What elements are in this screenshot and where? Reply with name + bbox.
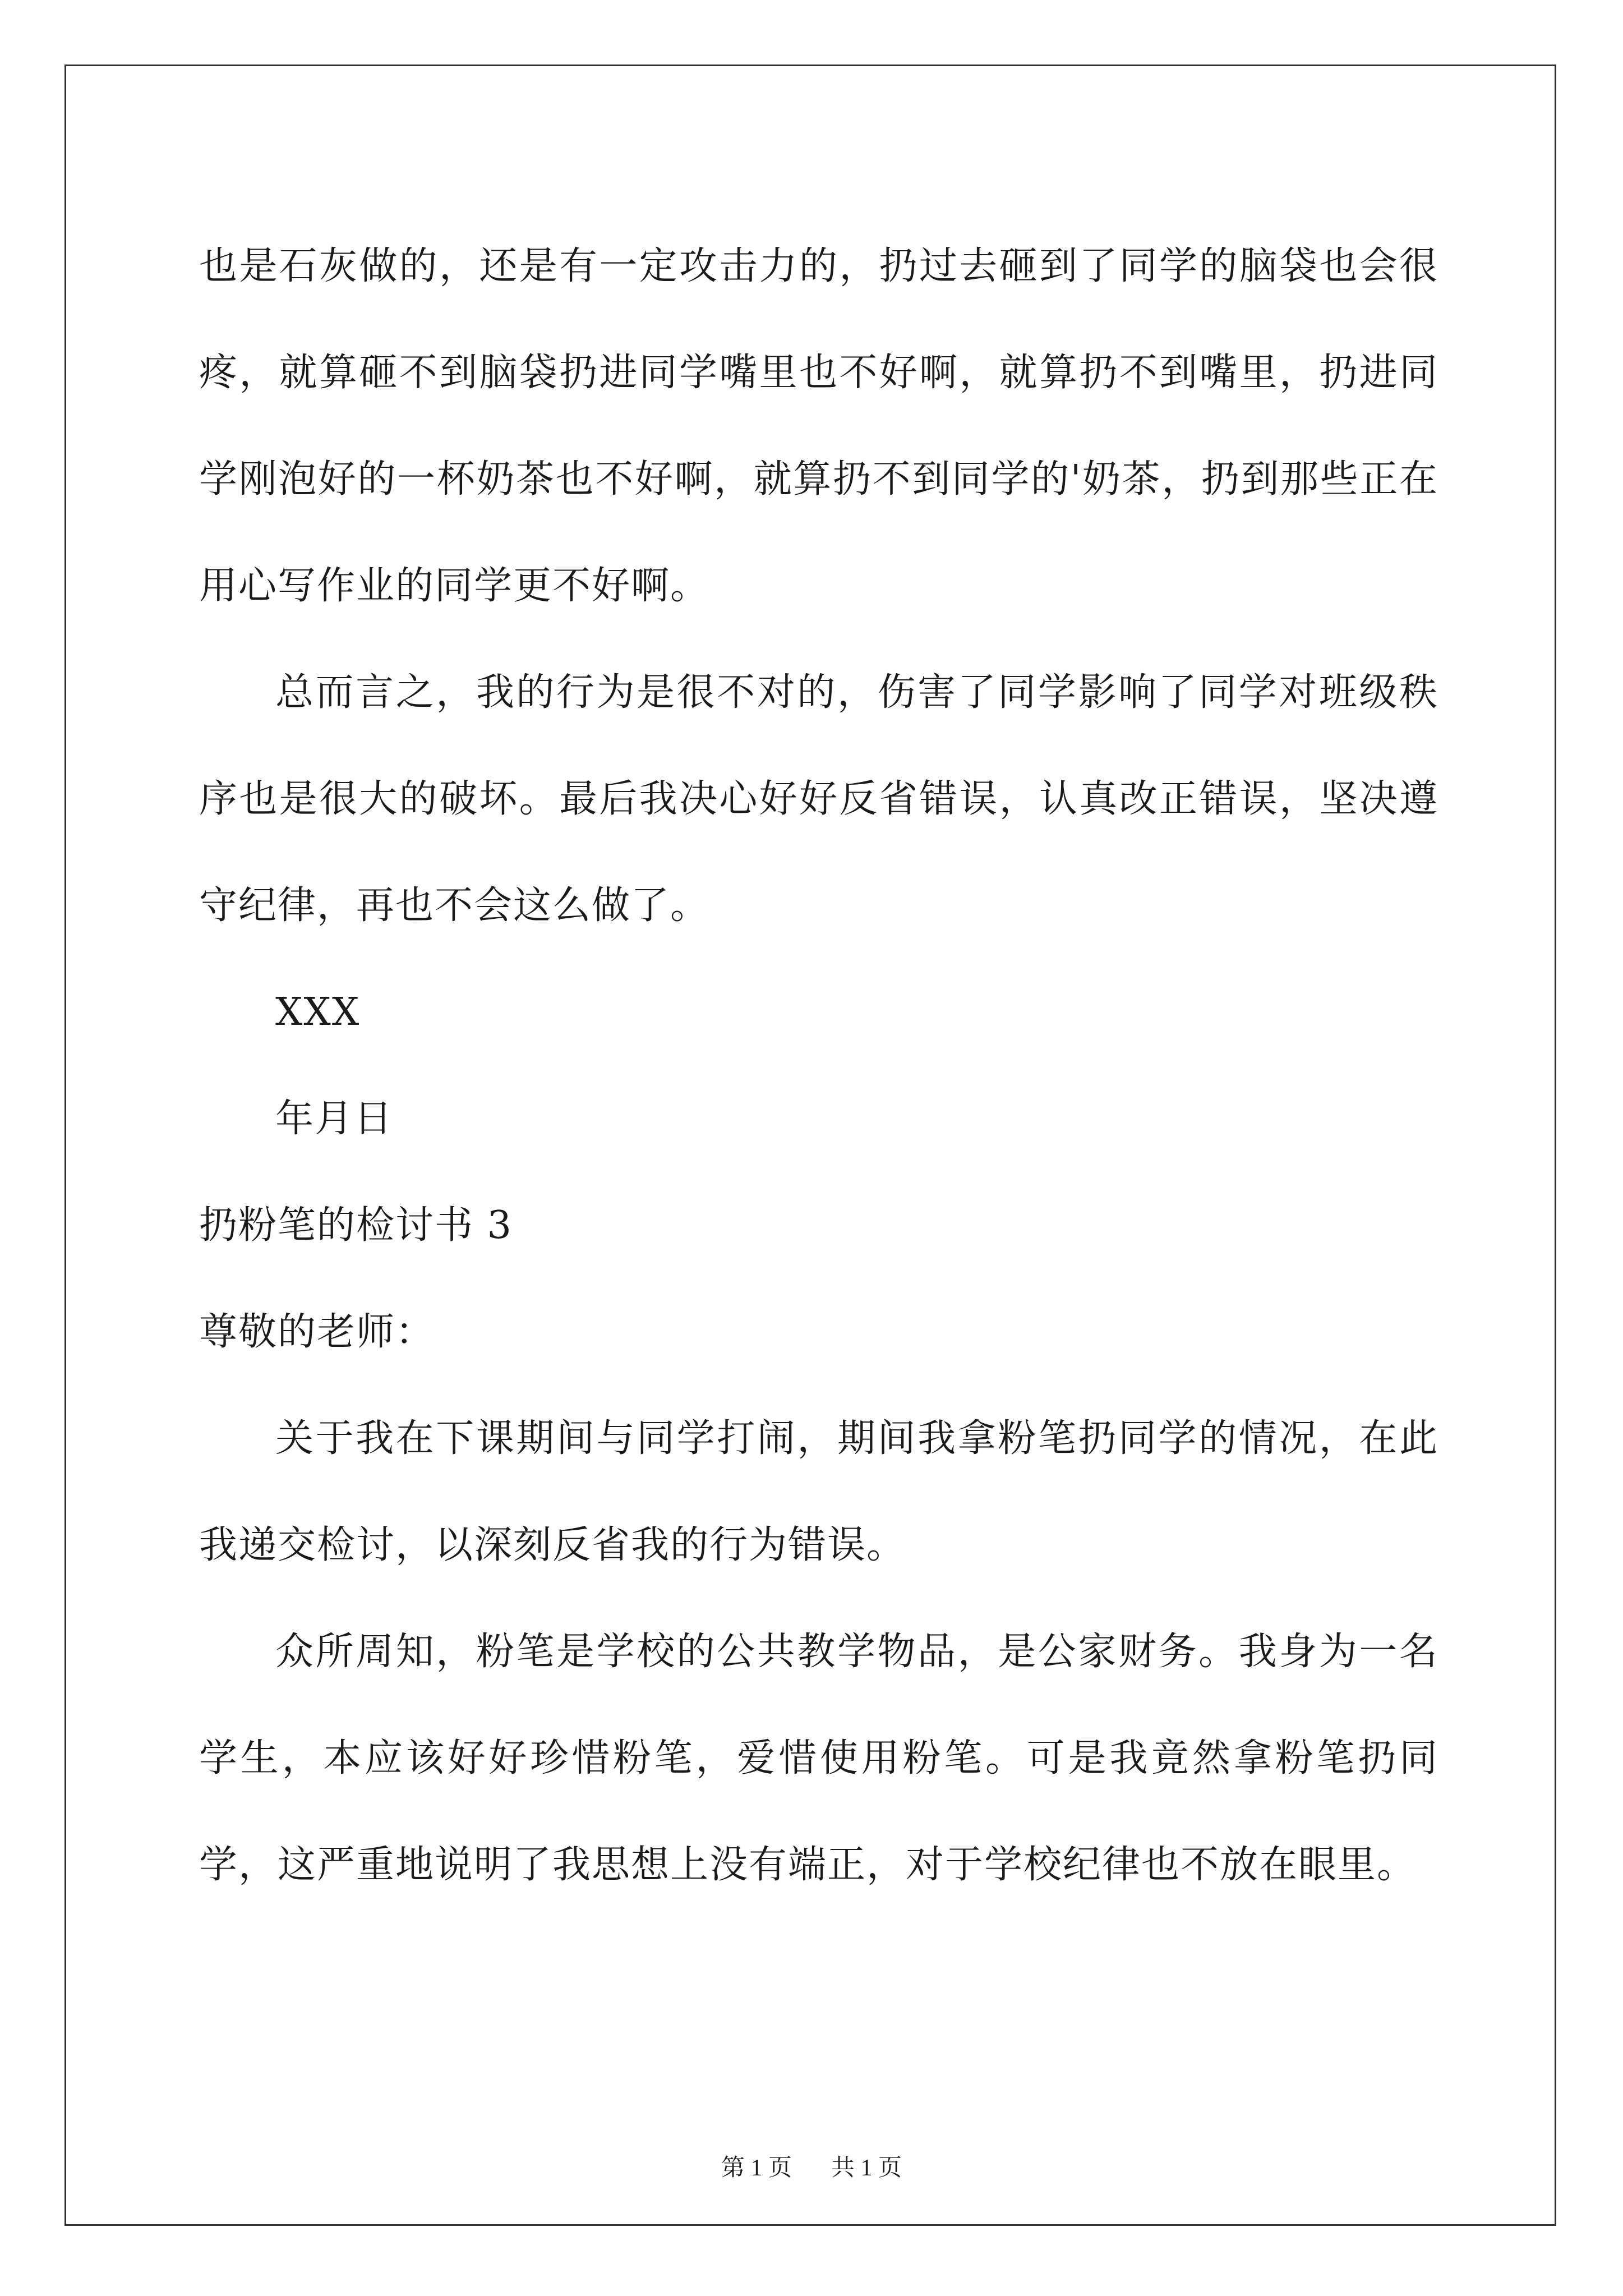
salutation: 尊敬的老师： (199, 1310, 435, 1354)
signature-name: XXX (275, 990, 361, 1034)
document-body (199, 213, 1438, 1918)
paragraph-body: 众所周知，粉笔是学校的公共教学物品，是公家财务。我身为一名学生，本应该好好珍惜粉笔，爱惜使用粉笔。可是我竟然拿粉笔扔同学，这严重地说明了我思想上没有端正，对于学校纪律也不放在眼里。 (199, 1630, 1438, 1887)
paragraph-continuation: 也是石灰做的，还是有一定攻击力的，扔过去砸到了同学的脑袋也会很疼，就算砸不到脑袋扔进同学嘴里也不好啊，就算扔不到嘴里，扔进同学刚泡好的一杯奶茶也不好啊，就算扔不到同学的'奶茶，扔到那些正在用心写作业的同学更不好啊。 (199, 244, 1438, 608)
page-footer (0, 2151, 1623, 2185)
section-title: 扔粉笔的检讨书 3 (199, 1203, 513, 1248)
paragraph-conclusion: 总而言之，我的行为是很不对的，伤害了同学影响了同学对班级秩序也是很大的破坏。最后我决心好好反省错误，认真改正错误，坚决遵守纪律，再也不会这么做了。 (199, 670, 1438, 928)
page-total: 共 1 页 (831, 2155, 902, 2181)
signature-date: 年月日 (275, 1097, 394, 1141)
page-number: 第 1 页 (721, 2155, 792, 2181)
paragraph-intro: 关于我在下课期间与同学打闹，期间我拿粉笔扔同学的情况，在此我递交检讨，以深刻反省我的行为错误。 (199, 1416, 1438, 1567)
